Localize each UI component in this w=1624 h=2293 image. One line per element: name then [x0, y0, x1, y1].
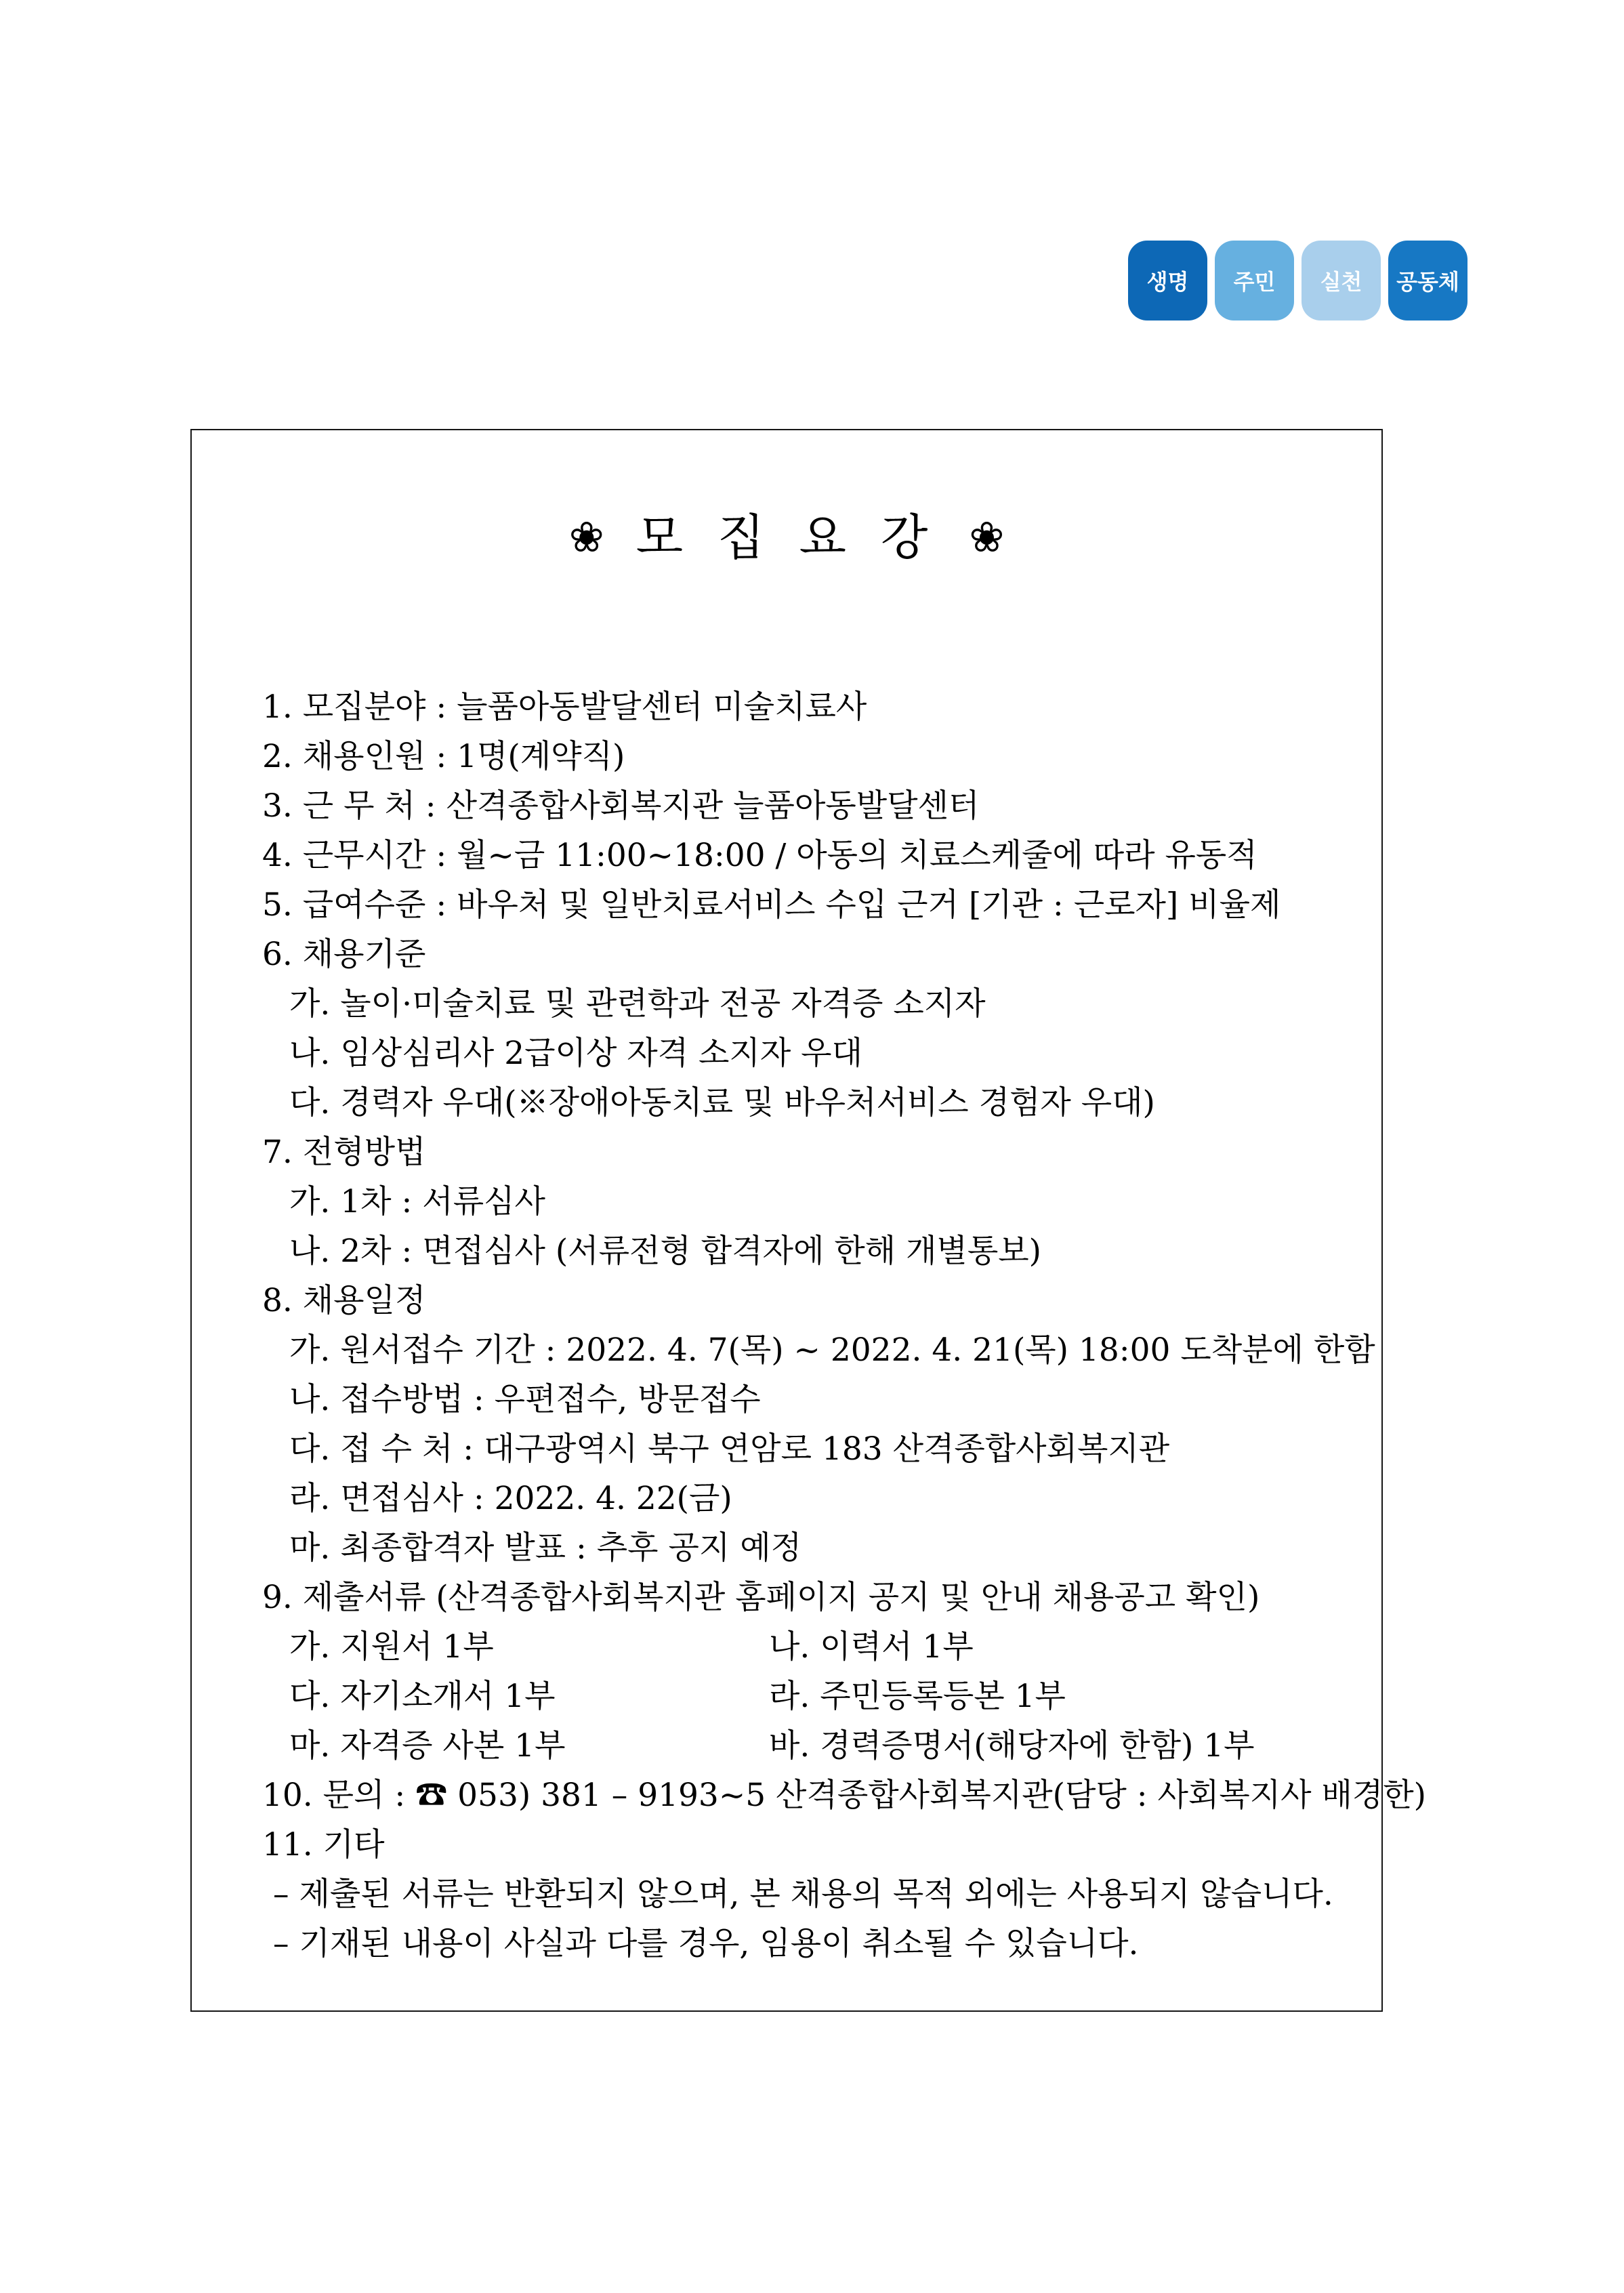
- doc-line: [262, 1771, 1427, 1820]
- doc-line: [262, 1177, 1364, 1226]
- flower-icon: ❀: [568, 512, 604, 562]
- doc-line-text: 마. 자격증 사본 1부: [289, 1727, 566, 1764]
- doc-line: [262, 1523, 1364, 1573]
- doc-line: [262, 1573, 1364, 1622]
- doc-line: [262, 930, 1364, 979]
- badge-row: [1128, 241, 1467, 321]
- doc-line-text: 가. 원서접수 기간 : 2022. 4. 7(목) ~ 2022. 4. 21(목) 18:00 도착분에 한함: [289, 1331, 1375, 1369]
- doc-line-text: 다. 자기소개서 1부: [289, 1678, 556, 1715]
- doc-line-text: 11. 기타: [262, 1826, 385, 1863]
- doc-line: [262, 831, 1364, 880]
- doc-line: [262, 1078, 1364, 1128]
- doc-line: [262, 682, 1364, 732]
- doc-line: [262, 1869, 1364, 1919]
- doc-line-text: 9. 제출서류 (산격종합사회복지관 홈페이지 공지 및 안내 채용공고 확인): [262, 1579, 1260, 1616]
- doc-line: [262, 1276, 1364, 1325]
- doc-line-text: 나. 임상심리사 2급이상 자격 소지자 우대: [289, 1035, 862, 1072]
- doc-line-text: 마. 최종합격자 발표 : 추후 공지 예정: [289, 1529, 802, 1567]
- doc-line: [262, 1622, 1364, 1672]
- doc-line-text: 가. 지원서 1부: [289, 1628, 494, 1666]
- doc-line: [262, 1424, 1364, 1474]
- badge-주민: 주민: [1215, 241, 1294, 321]
- doc-line-text: – 기재된 내용이 사실과 다를 경우, 임용이 취소될 수 있습니다.: [273, 1925, 1139, 1962]
- title-text: 모 집 요 강: [636, 509, 938, 566]
- doc-line-text: 10. 문의 : ☎ 053) 381 – 9193~5 산격종합사회복지관(담당 : 사회복지사 배경한): [262, 1777, 1427, 1814]
- document-body: [192, 682, 1427, 1968]
- doc-line-text: 4. 근무시간 : 월~금 11:00~18:00 / 아동의 치료스케줄에 따라 유동적: [262, 837, 1257, 874]
- doc-line: [262, 1919, 1364, 1968]
- doc-line: [262, 732, 1364, 781]
- doc-line-text: 나. 2차 : 면접심사 (서류전형 합격자에 한해 개별통보): [289, 1233, 1041, 1270]
- doc-line-text: 3. 근 무 처 : 산격종합사회복지관 늘품아동발달센터: [262, 787, 980, 825]
- doc-line: [262, 979, 1364, 1029]
- doc-line: [262, 1474, 1364, 1523]
- doc-line-text: 가. 놀이·미술치료 및 관련학과 전공 자격증 소지자: [289, 985, 986, 1022]
- doc-line-text: 라. 주민등록등본 1부: [769, 1678, 1066, 1715]
- doc-line-text: 다. 접 수 처 : 대구광역시 북구 연암로 183 산격종합사회복지관: [289, 1430, 1170, 1468]
- doc-line-text: 5. 급여수준 : 바우처 및 일반치료서비스 수입 근거 [기관 : 근로자] 비율제: [262, 886, 1281, 924]
- badge-공동체: 공동체: [1388, 241, 1467, 321]
- doc-line-text: 가. 1차 : 서류심사: [289, 1183, 545, 1220]
- doc-line-text: 나. 이력서 1부: [769, 1628, 974, 1666]
- doc-line-text: 7. 전형방법: [262, 1134, 426, 1171]
- flower-icon: ❀: [969, 512, 1005, 562]
- doc-line: [262, 1128, 1364, 1177]
- doc-line-text: 6. 채용기준: [262, 936, 426, 973]
- doc-line-text: 다. 경력자 우대(※장애아동치료 및 바우처서비스 경험자 우대): [289, 1084, 1155, 1121]
- doc-line: [262, 880, 1364, 930]
- doc-line: [262, 1672, 1364, 1721]
- doc-line: [262, 1325, 1375, 1375]
- doc-line-text: – 제출된 서류는 반환되지 않으며, 본 채용의 목적 외에는 사용되지 않습니다.: [273, 1876, 1333, 1913]
- doc-line: [262, 1721, 1364, 1771]
- doc-line-text: 1. 모집분야 : 늘품아동발달센터 미술치료사: [262, 688, 867, 726]
- badge-생명: 생명: [1128, 241, 1207, 321]
- doc-line-text: 나. 접수방법 : 우편접수, 방문접수: [289, 1381, 761, 1418]
- document-frame: [190, 429, 1427, 2012]
- badge-실천: 실천: [1302, 241, 1381, 321]
- doc-line-text: 2. 채용인원 : 1명(계약직): [262, 738, 625, 775]
- doc-line: [262, 1820, 1364, 1869]
- document-title: [192, 498, 1381, 569]
- doc-line-text: 라. 면접심사 : 2022. 4. 22(금): [289, 1480, 732, 1517]
- doc-line-text: 바. 경력증명서(해당자에 한함) 1부: [769, 1727, 1255, 1764]
- doc-line: [262, 1029, 1364, 1078]
- doc-line: [262, 781, 1364, 831]
- doc-line-text: 8. 채용일정: [262, 1282, 426, 1319]
- doc-line: [262, 1226, 1364, 1276]
- doc-line: [262, 1375, 1364, 1424]
